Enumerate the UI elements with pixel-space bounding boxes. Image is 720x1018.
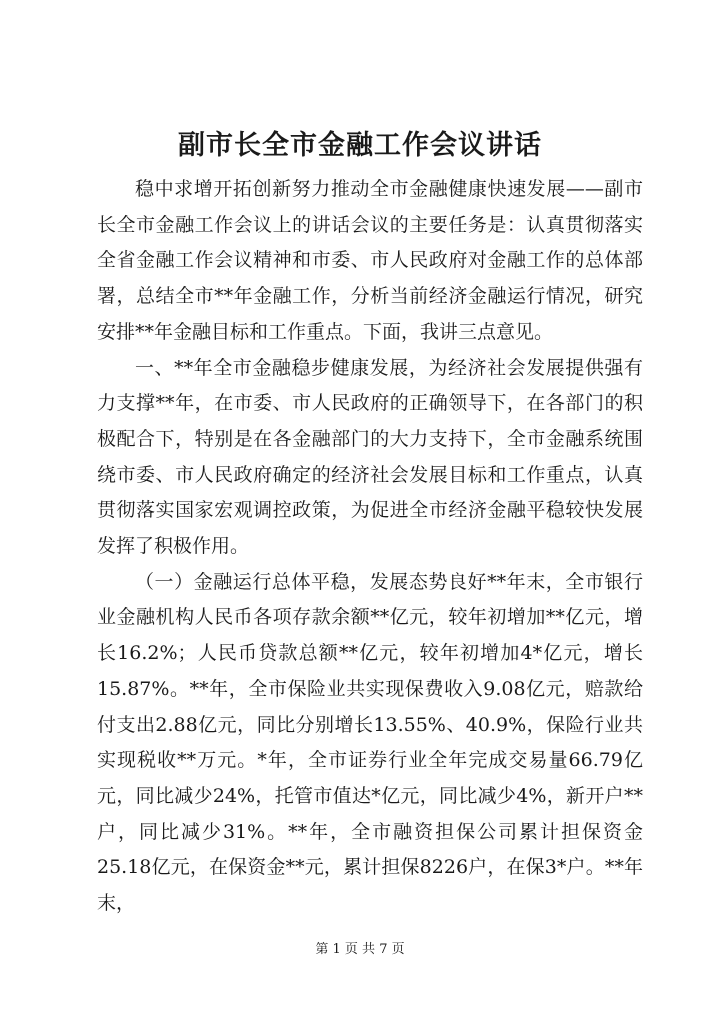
- document-title: 副市长全市金融工作会议讲话: [178, 130, 542, 161]
- paragraph-subsection-one: （一）金融运行总体平稳，发展态势良好**年末，全市银行业金融机构人民币各项存款余额**亿元，较年初增加**亿元，增长16.2%；人民币贷款总额**亿元，较年初增加4*亿元，增长15.87%。**年，全市保险业共实现保费收入9.08亿元，赔款给付支出2.88亿元，同比分别增长13.55%、40.9%，保险行业共实现税收**万元。*年，全市证券行业全年完成交易量66.79亿元，同比减少24%，托管市值达*亿元，同比减少4%，新开户**户，同比减少31%。**年，全市融资担保公司累计担保资金25.18亿元，在保资金**元，累计担保8226户，在保3*户。**年末，: [97, 570, 643, 915]
- page-number-footer: 第 1 页 共 7 页: [315, 942, 405, 957]
- document-body: [97, 172, 643, 922]
- paragraph-intro: 稳中求增开拓创新努力推动全市金融健康快速发展——副市长全市金融工作会议上的讲话会议的主要任务是：认真贯彻落实全省金融工作会议精神和市委、市人民政府对金融工作的总体部署，总结全市**年金融工作，分析当前经济金融运行情况，研究安排**年金融目标和工作重点。下面，我讲三点意见。: [97, 178, 643, 343]
- paragraph-section-one: 一、**年全市金融稳步健康发展，为经济社会发展提供强有力支撑**年，在市委、市人民政府的正确领导下，在各部门的积极配合下，特别是在各金融部门的大力支持下，全市金融系统围绕市委、市人民政府确定的经济社会发展目标和工作重点，认真贯彻落实国家宏观调控政策，为促进全市经济金融平稳较快发展发挥了积极作用。: [97, 356, 643, 558]
